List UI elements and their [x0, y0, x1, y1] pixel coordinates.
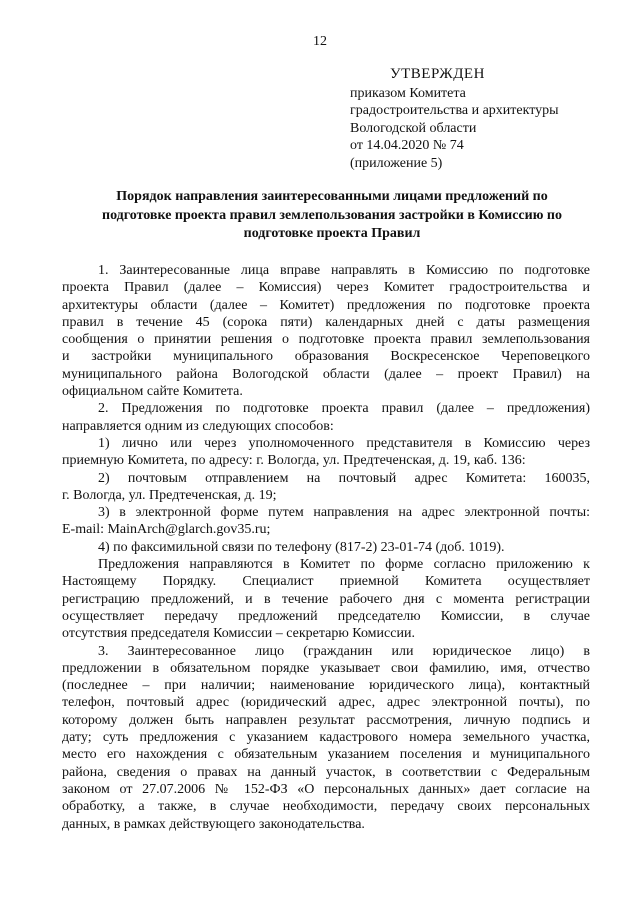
- body-text-line: обработку, а также, в случае необходимости, передачу своих персональных: [62, 799, 590, 815]
- approval-line: (приложение 5): [350, 155, 443, 171]
- body-text-line: предложении в обязательном порядке указывает свои фамилию, имя, отчество: [62, 660, 590, 676]
- body-text-line: и застройки муниципального образования Воскресенское Череповецкого: [62, 349, 590, 365]
- body-text-line: правил в течение 45 (сорока пяти) календарных дней с даты размещения: [62, 314, 590, 330]
- approval-line: градостроительства и архитектуры: [350, 103, 559, 119]
- approval-line: от 14.04.2020 № 74: [350, 138, 464, 154]
- body-text-line: законом от 27.07.2006 № 152-ФЗ «О персональных данных» дает согласие на: [62, 781, 590, 797]
- body-text-line: данных, в рамках действующего законодательства.: [62, 816, 365, 832]
- body-text-line: официальном сайте Комитета.: [62, 384, 243, 400]
- body-text-line: которому должен быть направлен результат рассмотрения, личную подпись и: [62, 712, 590, 728]
- body-text-line: 1. Заинтересованные лица вправе направлять в Комиссию по подготовке: [98, 263, 590, 278]
- document-title: [62, 188, 602, 244]
- body-text-line: Настоящему Порядку. Специалист приемной Комитета осуществляет: [62, 574, 590, 590]
- body-text-line: (последнее – при наличии; наименование юридического лица), контактный: [62, 678, 590, 694]
- body-text-line: место его нахождения с обязательным указанием поселения и муниципального: [62, 747, 590, 763]
- document-title-line: подготовке проекта Правил: [243, 226, 421, 241]
- body-text-line: архитектуры области (далее – Комитет) предложения по подготовке проекта: [62, 297, 590, 313]
- body-text-line: телефон, почтовый адрес (юридический адрес, адрес электронной почты), по: [62, 695, 590, 711]
- body-text-line: сообщения о принятии решения о подготовке проекта правил землепользования: [62, 332, 590, 348]
- body-text-line: 3. Заинтересованное лицо (гражданин или юридическое лицо) в: [98, 643, 590, 659]
- body-text-line: отсутствия председателя Комиссии – секретарю Комиссии.: [62, 626, 415, 642]
- approval-title: УТВЕРЖДЕН: [390, 66, 485, 82]
- body-text-line: 2. Предложения по подготовке проекта правил (далее – предложения): [98, 401, 590, 417]
- body-text-line: регистрацию предложений, и в течение рабочего дня с момента регистрации: [62, 591, 590, 607]
- body-text-line: муниципального района Вологодской области (далее – проект Правил) на: [62, 366, 590, 382]
- approval-block: [350, 66, 610, 173]
- body-text-line: приемную Комитета, по адресу: г. Вологда, ул. Предтеченская, д. 19, каб. 136:: [62, 453, 526, 469]
- body-text-line: 2) почтовым отправлением на почтовый адрес Комитета: 160035,: [98, 470, 590, 486]
- document-title-line: Порядок направления заинтересованными лицами предложений по: [116, 189, 548, 204]
- document-title-line: подготовке проекта правил землепользования застройки в Комиссию по: [102, 207, 562, 223]
- body-text-line: проекта Правил (далее – Комиссия) через Комитет градостроительства и: [62, 280, 590, 296]
- body-text-line: 4) по факсимильной связи по телефону (817-2) 23-01-74 (доб. 1019).: [98, 539, 505, 555]
- body-text-line: г. Вологда, ул. Предтеченская, д. 19;: [62, 487, 277, 503]
- body-text-line: направляется одним из следующих способов:: [62, 418, 334, 434]
- body-text-line: района, сведения о правах на данный участок, в соответствии с Федеральным: [62, 764, 590, 780]
- body-text-line: 1) лично или через уполномоченного представителя в Комиссию через: [98, 435, 590, 451]
- page-number: 12: [313, 34, 327, 49]
- approval-line: Вологодской области: [350, 120, 477, 136]
- body-text-line: осуществляет передачу предложений председателю Комиссии, в случае: [62, 608, 590, 624]
- body-text-line: Предложения направляются в Комитет по форме согласно приложению к: [98, 557, 590, 573]
- body-text-line: 3) в электронной форме путем направления на адрес электронной почты:: [98, 505, 590, 521]
- body-text-line: E-mail: MainArch@glarch.gov35.ru;: [62, 522, 271, 538]
- document-body: [62, 262, 590, 833]
- body-text-line: дату; суть предложения с указанием кадастрового номера земельного участка,: [62, 730, 590, 746]
- approval-line: приказом Комитета: [350, 85, 466, 101]
